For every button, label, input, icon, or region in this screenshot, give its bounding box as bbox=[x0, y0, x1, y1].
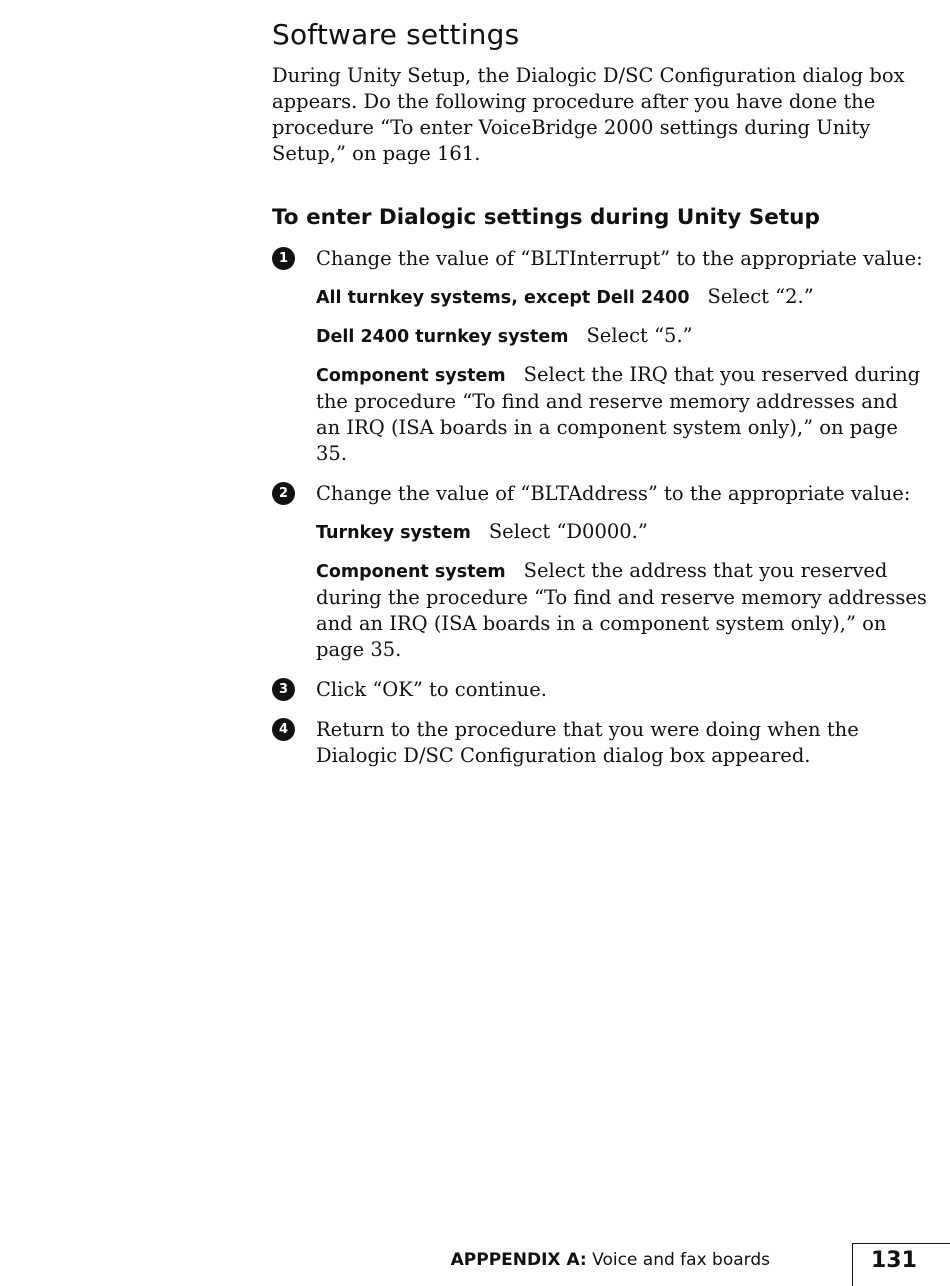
section-title: Software settings bbox=[272, 18, 520, 51]
footer-chapter bbox=[451, 1250, 770, 1270]
step-text: Click “OK” to continue. bbox=[316, 678, 547, 701]
substep-term: Component system bbox=[316, 562, 506, 582]
substep-desc: Select the IRQ that you reserved during the procedure “To find and reserve memory addresses and an IRQ (ISA boards in a component system only),” on page 35. bbox=[316, 363, 921, 465]
step-text: Change the value of “BLTInterrupt” to the appropriate value: bbox=[316, 247, 923, 270]
step-text: Return to the procedure that you were doing when the Dialogic D/SC Configuration dialog box appeared. bbox=[316, 718, 859, 767]
substep-term: Turnkey system bbox=[316, 523, 471, 543]
step-substep bbox=[316, 519, 927, 546]
substep-desc: Select “2.” bbox=[707, 285, 814, 308]
procedure-step bbox=[272, 246, 927, 467]
substep-term: Component system bbox=[316, 366, 506, 386]
step-substep bbox=[316, 558, 927, 663]
step-number-icon: 3 bbox=[272, 678, 295, 701]
intro-paragraph: During Unity Setup, the Dialogic D/SC Configuration dialog box appears. Do the following procedure after you have done the procedure “To enter VoiceBridge 2000 settings during Unity Setup,” on page 161. bbox=[272, 64, 905, 165]
step-substep bbox=[316, 323, 927, 350]
substep-desc: Select the address that you reserved during the procedure “To find and reserve memory addresses and an IRQ (ISA boards in a component system only),” on page 35. bbox=[316, 559, 927, 661]
procedure-step bbox=[272, 717, 927, 769]
step-substep bbox=[316, 284, 927, 311]
page-content bbox=[272, 18, 927, 783]
page-number-box bbox=[852, 1243, 950, 1286]
substep-desc: Select “5.” bbox=[586, 324, 693, 347]
page-number: 131 bbox=[871, 1248, 917, 1273]
substep-term: Dell 2400 turnkey system bbox=[316, 327, 569, 347]
step-substep bbox=[316, 362, 927, 467]
procedure-title: To enter Dialogic settings during Unity Setup bbox=[272, 205, 820, 230]
step-number-icon: 4 bbox=[272, 718, 295, 741]
procedure-step bbox=[272, 481, 927, 663]
footer-chapter-label: APPPENDIX A: bbox=[450, 1250, 587, 1270]
step-number-icon: 1 bbox=[272, 247, 295, 270]
footer-chapter-title: Voice and fax boards bbox=[592, 1250, 770, 1270]
substep-term: All turnkey systems, except Dell 2400 bbox=[316, 288, 690, 308]
step-text: Change the value of “BLTAddress” to the appropriate value: bbox=[316, 482, 911, 505]
procedure-step bbox=[272, 677, 927, 703]
step-number-icon: 2 bbox=[272, 482, 295, 505]
substep-desc: Select “D0000.” bbox=[488, 520, 648, 543]
